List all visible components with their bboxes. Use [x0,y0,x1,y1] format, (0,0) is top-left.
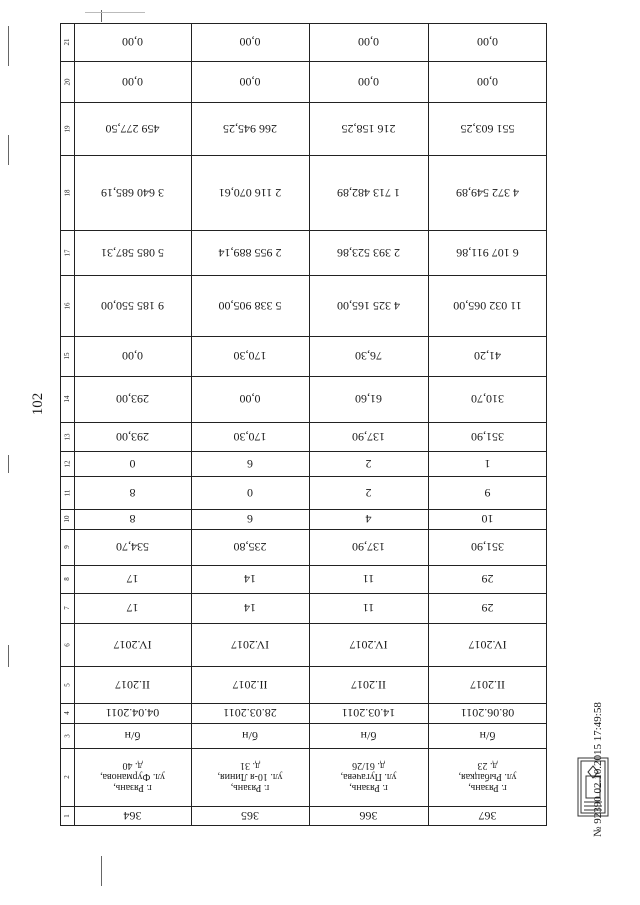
value-cell: 216 158,25 [341,122,396,136]
value-cell: 351,90 [471,540,504,555]
value-cell: 170,30 [233,349,267,364]
value-cell: 266 945,25 [223,122,277,136]
object-number-cell: 367 [478,809,497,824]
value-cell: 41,20 [474,349,501,364]
column-number: 15 [63,352,71,360]
value-cell: 0,00 [239,35,261,50]
value-cell: 61,60 [355,392,382,407]
value-cell: II.2017 [351,678,386,692]
value-cell: 5 338 905,00 [218,299,282,313]
value-cell: 2 955 889,14 [218,246,282,260]
value-cell: II.2017 [470,678,505,692]
value-cell: 351,90 [471,430,504,444]
address-line: г. Рязань, [468,782,507,794]
column-number: 3 [63,733,71,738]
address-cell [310,749,427,805]
value-cell: 459 277,50 [105,122,160,136]
value-cell: 2 116 070,61 [218,186,282,200]
column-number: 18 [63,189,71,196]
value-cell: 11 [362,572,375,587]
registry-stamp: № 92390 02.10.2015 17:49:58 [592,702,604,837]
value-cell: 14 [244,601,256,616]
address-line: г. Рязань, [349,782,388,794]
value-cell: 17 [126,572,139,587]
address-line: д. 61/26 [352,760,385,772]
value-cell: 0,00 [239,75,261,89]
value-cell: 1 713 482,89 [337,186,400,200]
address-cell [429,749,546,805]
value-cell: 293,00 [116,430,149,444]
value-cell: 2 [365,486,372,500]
value-cell: 1 [484,457,491,471]
value-cell: IV.2017 [349,638,388,652]
value-cell: 0,00 [239,392,261,407]
column-number: 17 [63,249,71,256]
value-cell: 11 [362,601,375,616]
value-cell: 0,00 [358,35,379,50]
value-cell: 28.03.2011 [223,706,277,721]
value-cell: 310,70 [471,392,504,407]
object-number-cell: 366 [359,809,378,824]
address-line: д. 40 [122,760,143,772]
value-cell: 293,00 [116,392,149,407]
value-cell: 0,00 [477,35,498,50]
table-rule [60,825,547,826]
column-number: 14 [63,395,71,403]
column-number: 1 [63,814,71,818]
value-cell: 6 107 911,86 [456,246,519,260]
value-cell: 3 640 685,19 [101,186,164,200]
value-cell: 0,00 [122,349,143,364]
value-cell: 0,00 [358,75,379,89]
value-cell: б/н [479,729,496,743]
value-cell: 4 372 549,89 [456,186,519,200]
column-number: 4 [63,711,71,715]
value-cell: 9 [484,486,491,500]
value-cell: 9 185 550,00 [101,299,164,313]
value-cell: 11 032 065,00 [453,299,522,313]
value-cell: 0,00 [477,75,498,89]
value-cell: 2 393 523,86 [337,246,400,260]
column-number: 19 [63,125,71,132]
value-cell: 6 [247,457,253,471]
address-line: ул. Рыбацкая, [458,771,517,783]
address-line: ул. Пугачева, [340,771,397,783]
column-number: 10 [63,515,71,523]
data-table [60,23,547,826]
value-cell: 4 325 165,00 [337,299,400,313]
value-cell: 29 [481,572,494,587]
column-number: 11 [63,489,71,496]
column-number: 16 [63,302,71,309]
value-cell: б/н [360,729,377,743]
column-number: 13 [63,433,71,440]
address-line: ул. Фурманова, [100,771,165,783]
value-cell: 5 085 587,31 [101,246,164,260]
value-cell: IV.2017 [468,638,507,652]
value-cell: 8 [129,512,136,527]
value-cell: 0 [129,457,136,471]
column-number: 9 [63,545,71,549]
address-line: ул. 10-я Линия, [217,771,283,783]
address-cell [192,749,308,805]
value-cell: IV.2017 [113,638,152,652]
address-line: д. 31 [239,760,261,772]
column-number: 6 [63,642,71,647]
address-line: д. 23 [477,760,498,772]
value-cell: 0,00 [122,35,143,50]
column-number: 7 [63,606,71,610]
value-cell: 6 [247,512,253,527]
object-number-cell: 365 [241,809,259,824]
value-cell: 170,30 [233,430,267,444]
value-cell: 0,00 [122,75,143,89]
value-cell: 534,70 [116,540,149,555]
value-cell: IV.2017 [230,638,270,652]
column-number: 8 [63,577,71,581]
column-number: 2 [63,775,71,779]
value-cell: 10 [481,512,494,527]
value-cell: 4 [365,512,372,527]
value-cell: 29 [481,601,494,616]
value-cell: 2 [365,457,372,471]
value-cell: 08.06.2011 [460,706,515,721]
value-cell: 14.03.2011 [341,706,396,721]
value-cell: 76,30 [355,349,382,364]
value-cell: 0 [247,486,253,500]
column-number: 5 [63,682,71,687]
value-cell: II.2017 [115,678,150,692]
column-number: 20 [63,78,71,85]
value-cell: 551 603,25 [460,122,515,136]
value-cell: б/н [124,729,141,743]
value-cell: 17 [126,601,139,616]
value-cell: 235,80 [233,540,267,555]
address-line: г. Рязань, [230,782,270,794]
address-cell [75,749,190,805]
object-number-cell: 364 [123,809,142,824]
page-number: 102 [30,392,46,416]
table-rule [546,23,547,826]
column-number: 12 [63,460,71,467]
value-cell: 14 [244,572,256,587]
value-cell: II.2017 [232,678,268,692]
value-cell: 04.04.2011 [105,706,160,721]
address-line: г. Рязань, [113,782,152,794]
value-cell: 8 [129,486,136,500]
value-cell: б/н [242,729,258,743]
value-cell: 137,90 [352,430,385,444]
value-cell: 137,90 [352,540,385,555]
column-number: 21 [63,38,71,46]
